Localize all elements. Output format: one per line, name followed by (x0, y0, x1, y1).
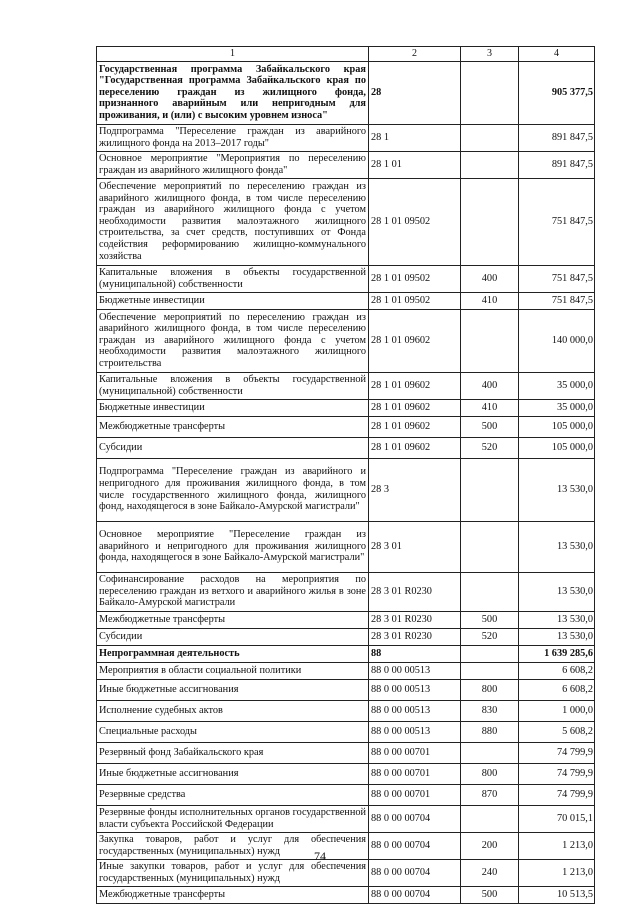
row-name-cell: Мероприятия в области социальной политики (97, 662, 369, 679)
row-type-cell: 240 (461, 859, 519, 886)
row-amount-cell: 70 015,1 (519, 805, 595, 832)
row-name-cell: Закупка товаров, работ и услуг для обеспечения государственных (муниципальных) нужд (97, 832, 369, 859)
table-row (97, 679, 595, 700)
table-row (97, 721, 595, 742)
table-row (97, 628, 595, 645)
row-amount-cell: 1 213,0 (519, 832, 595, 859)
table-row (97, 61, 595, 124)
row-name-cell: Иные закупки товаров, работ и услуг для обеспечения государственных (муниципальных) нужд (97, 859, 369, 886)
row-amount-cell: 1 000,0 (519, 700, 595, 721)
row-code-cell: 28 3 01 (369, 521, 461, 572)
table-row (97, 372, 595, 399)
row-type-cell: 410 (461, 292, 519, 309)
table-row (97, 458, 595, 521)
row-type-cell: 500 (461, 611, 519, 628)
row-name-cell: Межбюджетные трансферты (97, 886, 369, 903)
row-code-cell: 28 1 01 09602 (369, 437, 461, 458)
table-row (97, 178, 595, 265)
row-amount-cell: 905 377,5 (519, 61, 595, 124)
row-code-cell: 28 3 01 R0230 (369, 572, 461, 611)
row-name-cell: Субсидии (97, 437, 369, 458)
row-amount-cell: 13 530,0 (519, 628, 595, 645)
row-code-cell: 88 0 00 00513 (369, 700, 461, 721)
table-row (97, 124, 595, 151)
row-name-cell: Подпрограмма "Переселение граждан из аварийного и непригодного для проживания жилищного фонда, в том числе государственного жилищного фонда, жилищного фонд, находящегося в зоне Байкало-Амурской магистрали" (97, 458, 369, 521)
row-name-cell: Основное мероприятие "Переселение граждан из аварийного и непригодного для проживания жилищного фонда, находящегося в зоне Байкало-Амурской магистрали" (97, 521, 369, 572)
row-amount-cell: 35 000,0 (519, 372, 595, 399)
row-code-cell: 88 0 00 00513 (369, 679, 461, 700)
row-amount-cell: 13 530,0 (519, 521, 595, 572)
table-row (97, 645, 595, 662)
row-amount-cell: 10 513,5 (519, 886, 595, 903)
row-type-cell (461, 151, 519, 178)
row-amount-cell: 13 530,0 (519, 572, 595, 611)
row-name-cell: Софинансирование расходов на мероприятия по переселению граждан из ветхого и аварийного жилья в зоне Байкало-Амурской магистрали (97, 572, 369, 611)
row-code-cell: 88 0 00 00704 (369, 805, 461, 832)
table-row (97, 309, 595, 372)
row-type-cell: 800 (461, 763, 519, 784)
row-type-cell: 500 (461, 416, 519, 437)
table-row (97, 521, 595, 572)
row-type-cell: 830 (461, 700, 519, 721)
row-type-cell: 400 (461, 265, 519, 292)
row-name-cell: Межбюджетные трансферты (97, 611, 369, 628)
row-type-cell (461, 521, 519, 572)
row-amount-cell: 74 799,9 (519, 784, 595, 805)
row-name-cell: Капитальные вложения в объекты государственной (муниципальной) собственности (97, 265, 369, 292)
table-row (97, 742, 595, 763)
row-code-cell: 28 3 (369, 458, 461, 521)
row-name-cell: Специальные расходы (97, 721, 369, 742)
row-amount-cell: 105 000,0 (519, 437, 595, 458)
row-code-cell: 28 1 01 09502 (369, 178, 461, 265)
row-type-cell: 520 (461, 437, 519, 458)
row-type-cell (461, 458, 519, 521)
row-amount-cell: 891 847,5 (519, 124, 595, 151)
header-col-4: 4 (519, 47, 595, 62)
row-amount-cell: 1 639 285,6 (519, 645, 595, 662)
row-code-cell: 88 0 00 00513 (369, 721, 461, 742)
row-type-cell (461, 178, 519, 265)
header-col-1: 1 (97, 47, 369, 62)
table-row (97, 151, 595, 178)
table-row (97, 784, 595, 805)
row-name-cell: Иные бюджетные ассигнования (97, 763, 369, 784)
row-amount-cell: 6 608,2 (519, 662, 595, 679)
row-code-cell: 28 1 01 09602 (369, 372, 461, 399)
row-name-cell: Резервный фонд Забайкальского края (97, 742, 369, 763)
row-name-cell: Субсидии (97, 628, 369, 645)
row-name-cell: Бюджетные инвестиции (97, 292, 369, 309)
row-amount-cell: 891 847,5 (519, 151, 595, 178)
table-row (97, 265, 595, 292)
header-col-3: 3 (461, 47, 519, 62)
header-row (97, 47, 595, 62)
row-code-cell: 88 (369, 645, 461, 662)
row-amount-cell: 105 000,0 (519, 416, 595, 437)
row-code-cell: 88 0 00 00701 (369, 742, 461, 763)
row-type-cell: 800 (461, 679, 519, 700)
row-name-cell: Обеспечение мероприятий по переселению граждан из аварийного жилищного фонда, в том числе переселению граждан из аварийного жилищного фонда с учетом необходимости развития малоэтажного жилищного строительства, за счет средств, поступивших от Фонда содействия реформированию жилищно-коммунального хозяйства (97, 178, 369, 265)
page-number: 74 (314, 849, 326, 863)
row-name-cell: Основное мероприятие "Мероприятия по переселению граждан из аварийного жилищного фонда" (97, 151, 369, 178)
table-row (97, 763, 595, 784)
row-code-cell: 28 1 01 09502 (369, 265, 461, 292)
row-amount-cell: 5 608,2 (519, 721, 595, 742)
row-code-cell: 28 1 01 09502 (369, 292, 461, 309)
row-amount-cell: 1 213,0 (519, 859, 595, 886)
table-row (97, 886, 595, 903)
table-row (97, 399, 595, 416)
row-amount-cell: 35 000,0 (519, 399, 595, 416)
table-row (97, 572, 595, 611)
table-row (97, 437, 595, 458)
row-amount-cell: 13 530,0 (519, 611, 595, 628)
row-type-cell (461, 309, 519, 372)
table-row (97, 611, 595, 628)
row-amount-cell: 74 799,9 (519, 763, 595, 784)
row-type-cell: 520 (461, 628, 519, 645)
row-name-cell: Межбюджетные трансферты (97, 416, 369, 437)
row-code-cell: 88 0 00 00513 (369, 662, 461, 679)
table-row (97, 805, 595, 832)
row-name-cell: Иные бюджетные ассигнования (97, 679, 369, 700)
row-code-cell: 28 3 01 R0230 (369, 628, 461, 645)
row-name-cell: Подпрограмма "Переселение граждан из аварийного жилищного фонда на 2013–2017 годы" (97, 124, 369, 151)
row-type-cell: 880 (461, 721, 519, 742)
row-amount-cell: 13 530,0 (519, 458, 595, 521)
row-name-cell: Обеспечение мероприятий по переселению граждан из аварийного жилищного фонда, в том числе переселению граждан из аварийного жилищного фонда с учетом необходимости развития малоэтажного жилищного строительства (97, 309, 369, 372)
row-amount-cell: 74 799,9 (519, 742, 595, 763)
row-type-cell (461, 124, 519, 151)
row-name-cell: Резервные средства (97, 784, 369, 805)
table-row (97, 416, 595, 437)
budget-table (96, 46, 595, 904)
row-name-cell: Государственная программа Забайкальского края "Государственная программа Забайкальского края по переселению граждан из жилищного фонда, признанного аварийным или непригодным для проживания, и (или) с высоким уровнем износа" (97, 61, 369, 124)
row-name-cell: Непрограммная деятельность (97, 645, 369, 662)
row-type-cell: 410 (461, 399, 519, 416)
row-type-cell (461, 61, 519, 124)
row-code-cell: 88 0 00 00704 (369, 859, 461, 886)
row-amount-cell: 6 608,2 (519, 679, 595, 700)
row-code-cell: 28 3 01 R0230 (369, 611, 461, 628)
table-row (97, 662, 595, 679)
row-type-cell (461, 805, 519, 832)
row-code-cell: 28 1 01 09602 (369, 399, 461, 416)
row-name-cell: Бюджетные инвестиции (97, 399, 369, 416)
row-code-cell: 88 0 00 00704 (369, 832, 461, 859)
row-name-cell: Исполнение судебных актов (97, 700, 369, 721)
budget-table-body (97, 47, 595, 904)
row-code-cell: 88 0 00 00704 (369, 886, 461, 903)
row-amount-cell: 751 847,5 (519, 265, 595, 292)
row-amount-cell: 751 847,5 (519, 178, 595, 265)
row-code-cell: 28 1 01 09602 (369, 416, 461, 437)
row-type-cell (461, 645, 519, 662)
table-row (97, 292, 595, 309)
row-type-cell: 200 (461, 832, 519, 859)
row-name-cell: Капитальные вложения в объекты государственной (муниципальной) собственности (97, 372, 369, 399)
row-type-cell: 870 (461, 784, 519, 805)
row-type-cell: 400 (461, 372, 519, 399)
table-row (97, 700, 595, 721)
row-amount-cell: 751 847,5 (519, 292, 595, 309)
row-type-cell (461, 742, 519, 763)
row-code-cell: 88 0 00 00701 (369, 784, 461, 805)
row-type-cell (461, 662, 519, 679)
row-code-cell: 28 1 01 09602 (369, 309, 461, 372)
row-amount-cell: 140 000,0 (519, 309, 595, 372)
header-col-2: 2 (369, 47, 461, 62)
row-code-cell: 28 1 01 (369, 151, 461, 178)
row-code-cell: 28 (369, 61, 461, 124)
row-type-cell: 500 (461, 886, 519, 903)
row-code-cell: 88 0 00 00701 (369, 763, 461, 784)
row-name-cell: Резервные фонды исполнительных органов государственной власти субъекта Российской Федерации (97, 805, 369, 832)
row-code-cell: 28 1 (369, 124, 461, 151)
row-type-cell (461, 572, 519, 611)
